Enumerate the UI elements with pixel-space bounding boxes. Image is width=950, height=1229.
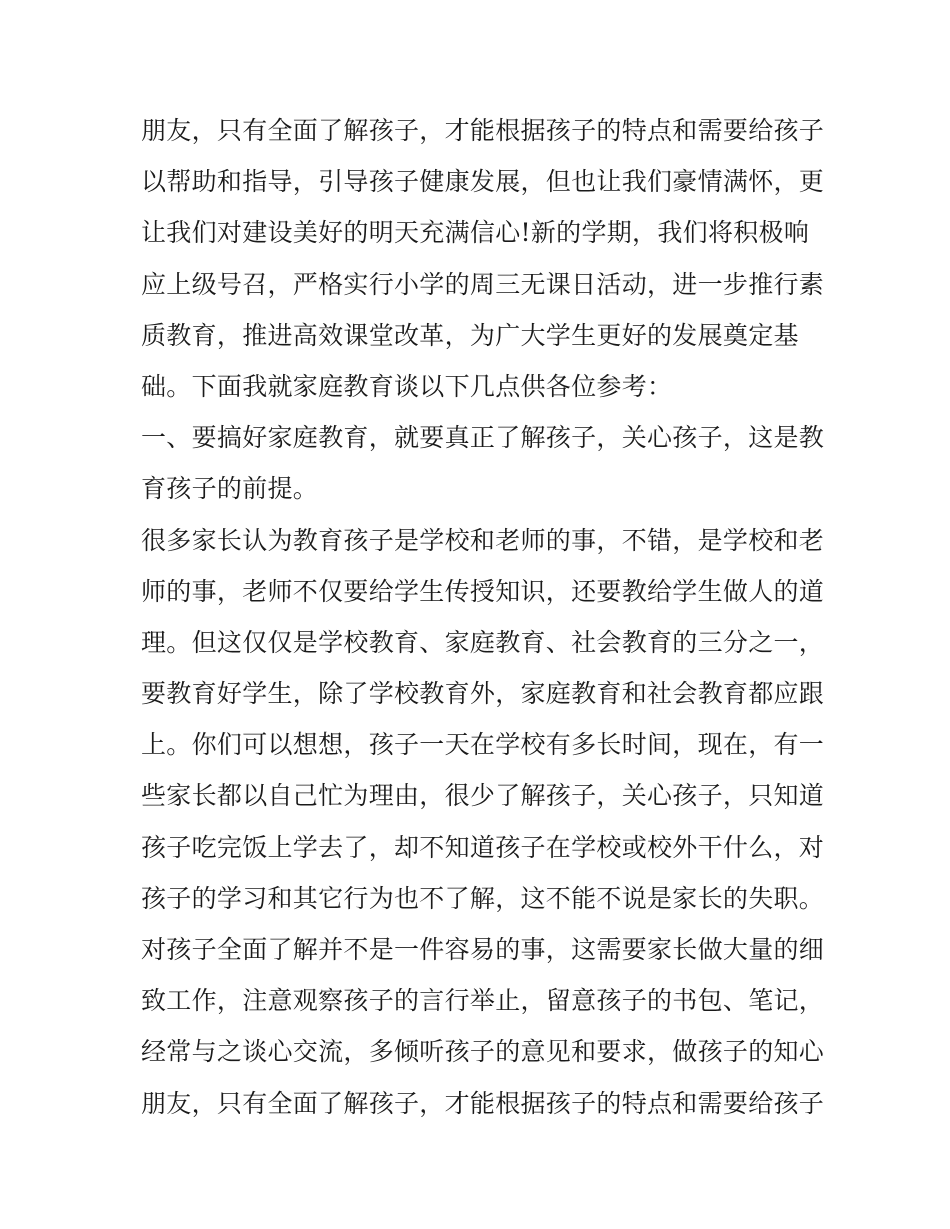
text-line-15: 孩子吃完饭上学去了，却不知道孩子在学校或校外干什么，对 — [141, 832, 825, 862]
text-line-4: 应上级号召，严格实行小学的周三无课日活动，进一步推行素 — [141, 269, 825, 299]
text-line-13: 上。你们可以想想，孩子一天在学校有多长时间，现在，有一 — [141, 730, 825, 760]
text-line-18: 致工作，注意观察孩子的言行举止，留意孩子的书包、笔记， — [141, 986, 825, 1016]
body-text — [141, 105, 825, 1129]
text-line-5: 质教育，推进高效课堂改革，为广大学生更好的发展奠定基 — [141, 320, 799, 350]
text-line-14: 些家长都以自己忙为理由，很少了解孩子，关心孩子，只知道 — [141, 781, 825, 811]
text-line-11: 理。但这仅仅是学校教育、家庭教育、社会教育的三分之一， — [141, 627, 825, 657]
text-line-1: 朋友，只有全面了解孩子，才能根据孩子的特点和需要给孩子 — [141, 116, 825, 145]
text-line-17: 对孩子全面了解并不是一件容易的事，这需要家长做大量的细 — [141, 935, 825, 964]
text-line-19: 经常与之谈心交流，多倾听孩子的意见和要求，做孩子的知心 — [141, 1037, 825, 1067]
text-line-9: 很多家长认为教育孩子是学校和老师的事，不错，是学校和老 — [141, 525, 825, 555]
text-line-2: 以帮助和指导，引导孩子健康发展，但也让我们豪情满怀，更 — [141, 167, 825, 197]
section-heading-line-1: 一、要搞好家庭教育，就要真正了解孩子，关心孩子，这是教 — [141, 423, 825, 453]
text-line-12: 要教育好学生，除了学校教育外，家庭教育和社会教育都应跟 — [141, 679, 825, 709]
text-line-10: 师的事，老师不仅要给学生传授知识，还要教给学生做人的道 — [141, 576, 825, 606]
section-heading-line-2: 育孩子的前提。 — [141, 474, 319, 504]
text-line-20: 朋友，只有全面了解孩子，才能根据孩子的特点和需要给孩子 — [141, 1088, 825, 1118]
text-line-3: 让我们对建设美好的明天充满信心!新的学期，我们将积极响 — [141, 218, 810, 248]
text-line-6: 础。下面我就家庭教育谈以下几点供各位参考： — [141, 371, 673, 401]
text-line-16: 孩子的学习和其它行为也不了解，这不能不说是家长的失职。 — [141, 883, 825, 913]
